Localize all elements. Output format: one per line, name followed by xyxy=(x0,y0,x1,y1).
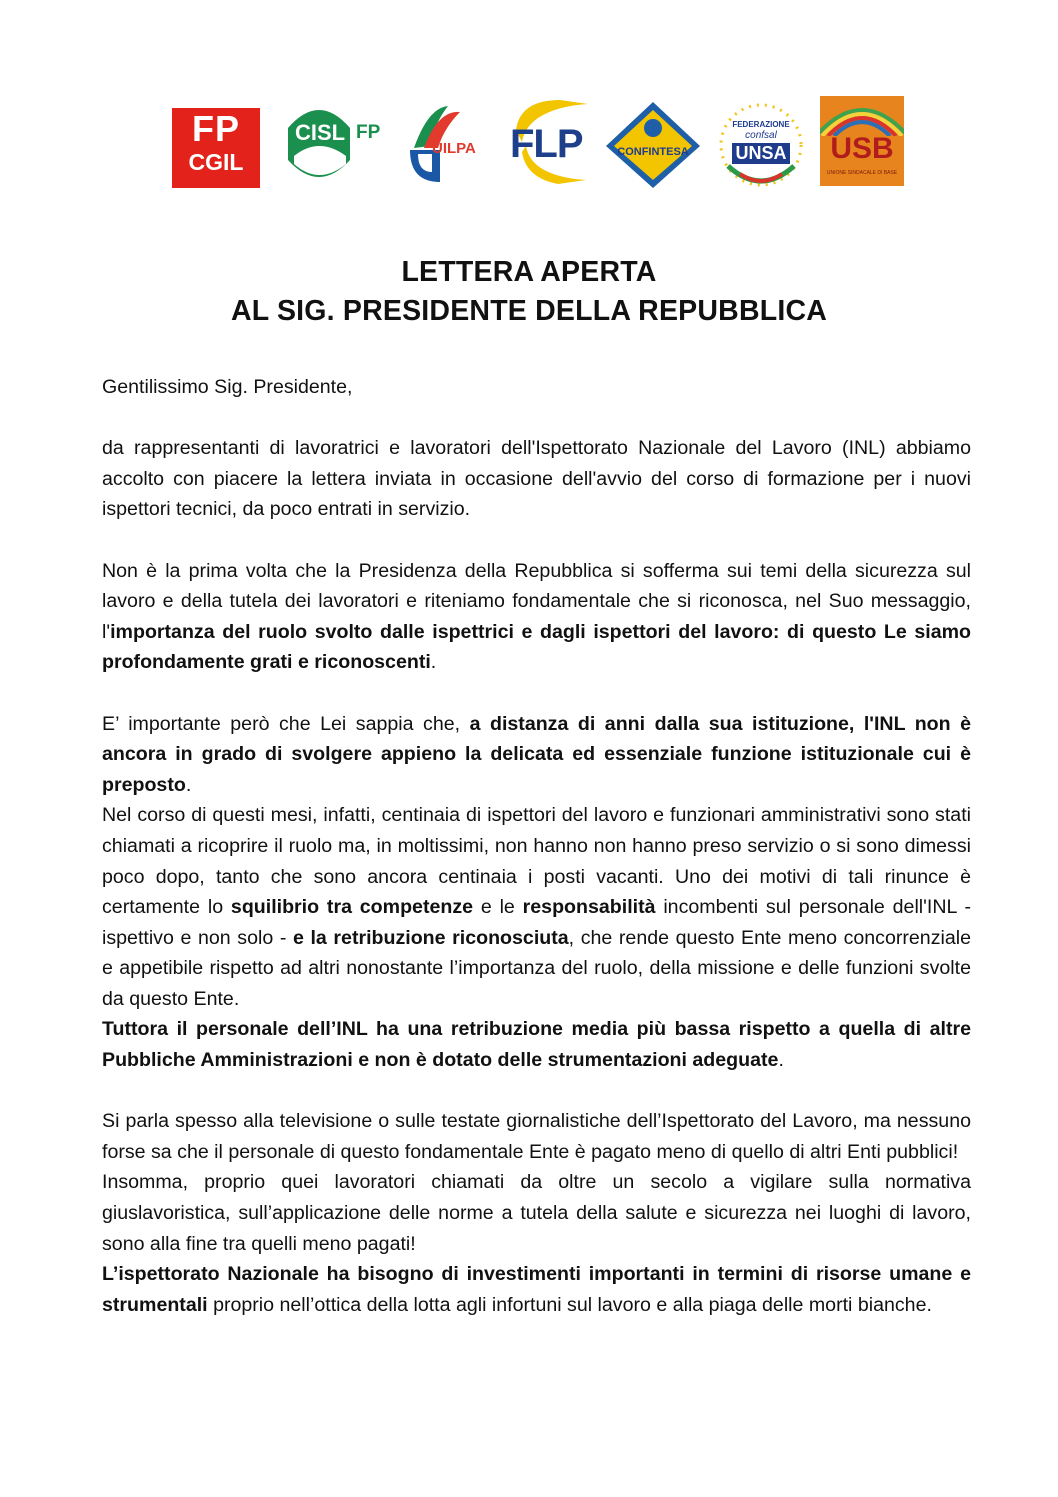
letter-title-line2: AL SIG. PRESIDENTE DELLA REPUBBLICA xyxy=(230,295,828,327)
confintesa-logo xyxy=(604,100,702,190)
paragraph-8-bold: L’ispettorato Nazionale ha bisogno di investimenti importanti in termini di risorse umane e strumentali xyxy=(102,1263,971,1316)
cisl-fp-logo-cisl: CISL xyxy=(294,120,346,145)
paragraph-5 xyxy=(102,1014,971,1075)
paragraph-4-bold-b: squilibrio tra competenze xyxy=(230,896,474,919)
unsa-logo-top: FEDERAZIONE xyxy=(732,120,790,129)
paragraph-2-end: . xyxy=(430,651,437,674)
paragraph-1: da rappresentanti di lavoratrici e lavoratori dell'Ispettorato Nazionale del Lavoro (INL) abbiamo accolto con piacere la lettera inviata in occasione dell'avvio del corso di formazione per i nuovi ispettori tecnici, da poco entrati in servizio. xyxy=(102,437,971,521)
paragraph-6: Si parla spesso alla televisione o sulle testate giornalistiche dell’Ispettorato del Lavoro, ma nessuno forse sa che il personale di questo fondamentale Ente è pagato meno di quello di altri Enti pubblici! xyxy=(102,1110,971,1163)
spacer xyxy=(102,678,971,709)
paragraph-4-bold-f: e la retribuzione riconosciuta xyxy=(292,926,569,949)
paragraph-2-bold: importanza del ruolo svolto dalle ispettrici e dagli ispettori del lavoro: di questo Le siamo profondamente grati e riconoscenti xyxy=(102,620,971,674)
confintesa-logo-mark xyxy=(604,100,702,190)
usb-logo-mark xyxy=(820,96,904,136)
uilpa-logo-text: UILPA xyxy=(432,140,476,157)
usb-logo xyxy=(820,96,904,186)
paragraph-8-text: proprio nell’ottica della lotta agli infortuni sul lavoro e alla piaga delle morti bianche. xyxy=(207,1293,932,1316)
paragraph-5-bold: Tuttora il personale dell’INL ha una retribuzione media più bassa rispetto a quella di altre Pubbliche Amministrazioni e non è dotato delle strumentazioni adeguate xyxy=(102,1018,971,1072)
usb-logo-text: USB xyxy=(830,132,894,165)
spacer xyxy=(102,1076,971,1107)
uilpa-logo xyxy=(404,102,478,188)
spacer xyxy=(102,403,971,434)
fp-cgil-logo xyxy=(172,108,260,188)
paragraph-5-end: . xyxy=(778,1049,784,1072)
paragraph-8 xyxy=(102,1259,971,1320)
unsa-logo xyxy=(718,100,804,190)
paragraph-7: Insomma, proprio quei lavoratori chiamati da oltre un secolo a vigilare sulla normativa giuslavoristica, sull’applicazione delle norme a tutela della salute e sicurezza nei luoghi di lavoro, sono alla fine tra quelli meno pagati! xyxy=(102,1171,971,1255)
paragraph-2 xyxy=(102,556,971,678)
salutation: Gentilissimo Sig. Presidente, xyxy=(102,376,353,398)
paragraph-3-text: E’ importante però che Lei sappia che, xyxy=(102,712,470,735)
usb-logo-sub: UNIONE SINDACALE DI BASE xyxy=(826,170,898,176)
paragraph-4-text-c: e le xyxy=(473,896,523,919)
flp-logo xyxy=(508,94,594,190)
paragraph-4-text-a: Nel corso di questi mesi, infatti, centinaia di ispettori del lavoro e funzionari amministrativi sono stati chiamati a ricoprire il ruolo ma, in moltissimi, non hanno non hanno preso servizio o si sono dimessi poco dopo, tanto che sono ancora centinaia i posti vacanti. Uno dei motivi di tali rinunce è certamente lo xyxy=(102,804,971,919)
paragraph-3 xyxy=(102,709,971,801)
unsa-logo-mid: confsal xyxy=(745,130,777,141)
union-logos-header xyxy=(0,92,1058,196)
confintesa-logo-text: CONFINTESA xyxy=(617,146,689,158)
paragraph-4 xyxy=(102,800,971,1014)
paragraph-3-end: . xyxy=(185,773,192,796)
cisl-fp-logo xyxy=(284,98,388,188)
flp-logo-text: FLP xyxy=(510,122,583,166)
spacer xyxy=(102,525,971,556)
paragraph-4-bold-d: responsabilità xyxy=(522,896,656,919)
paragraph-4-text-g: , che rende questo Ente meno concorrenziale e appetibile rispetto ad altri nonostante l’importanza del ruolo, della missione e delle funzioni svolte da questo Ente. xyxy=(102,926,972,1010)
paragraph-2-text: Non è la prima volta che la Presidenza della Repubblica si sofferma sui temi della sicurezza sul lavoro e della tutela dei lavoratori e riteniamo fondamentale che si riconosca, nel Suo messaggio, l' xyxy=(102,559,971,643)
letter-title-line1: LETTERA APERTA xyxy=(401,256,657,288)
fp-cgil-logo-cgil: CGIL xyxy=(188,149,244,175)
cisl-fp-logo-fp: FP xyxy=(356,122,381,143)
paragraph-4-text-e: incombenti sul personale dell'INL - ispettivo e non solo - xyxy=(102,896,972,949)
paragraph-3-bold: a distanza di anni dalla sua istituzione, l'INL non è ancora in grado di svolgere appieno la delicata ed essenziale funzione istituzionale cui è preposto xyxy=(102,712,972,796)
unsa-logo-text: UNSA xyxy=(732,143,790,164)
fp-cgil-logo-fp: FP xyxy=(191,108,240,149)
letter-body xyxy=(102,372,971,1320)
